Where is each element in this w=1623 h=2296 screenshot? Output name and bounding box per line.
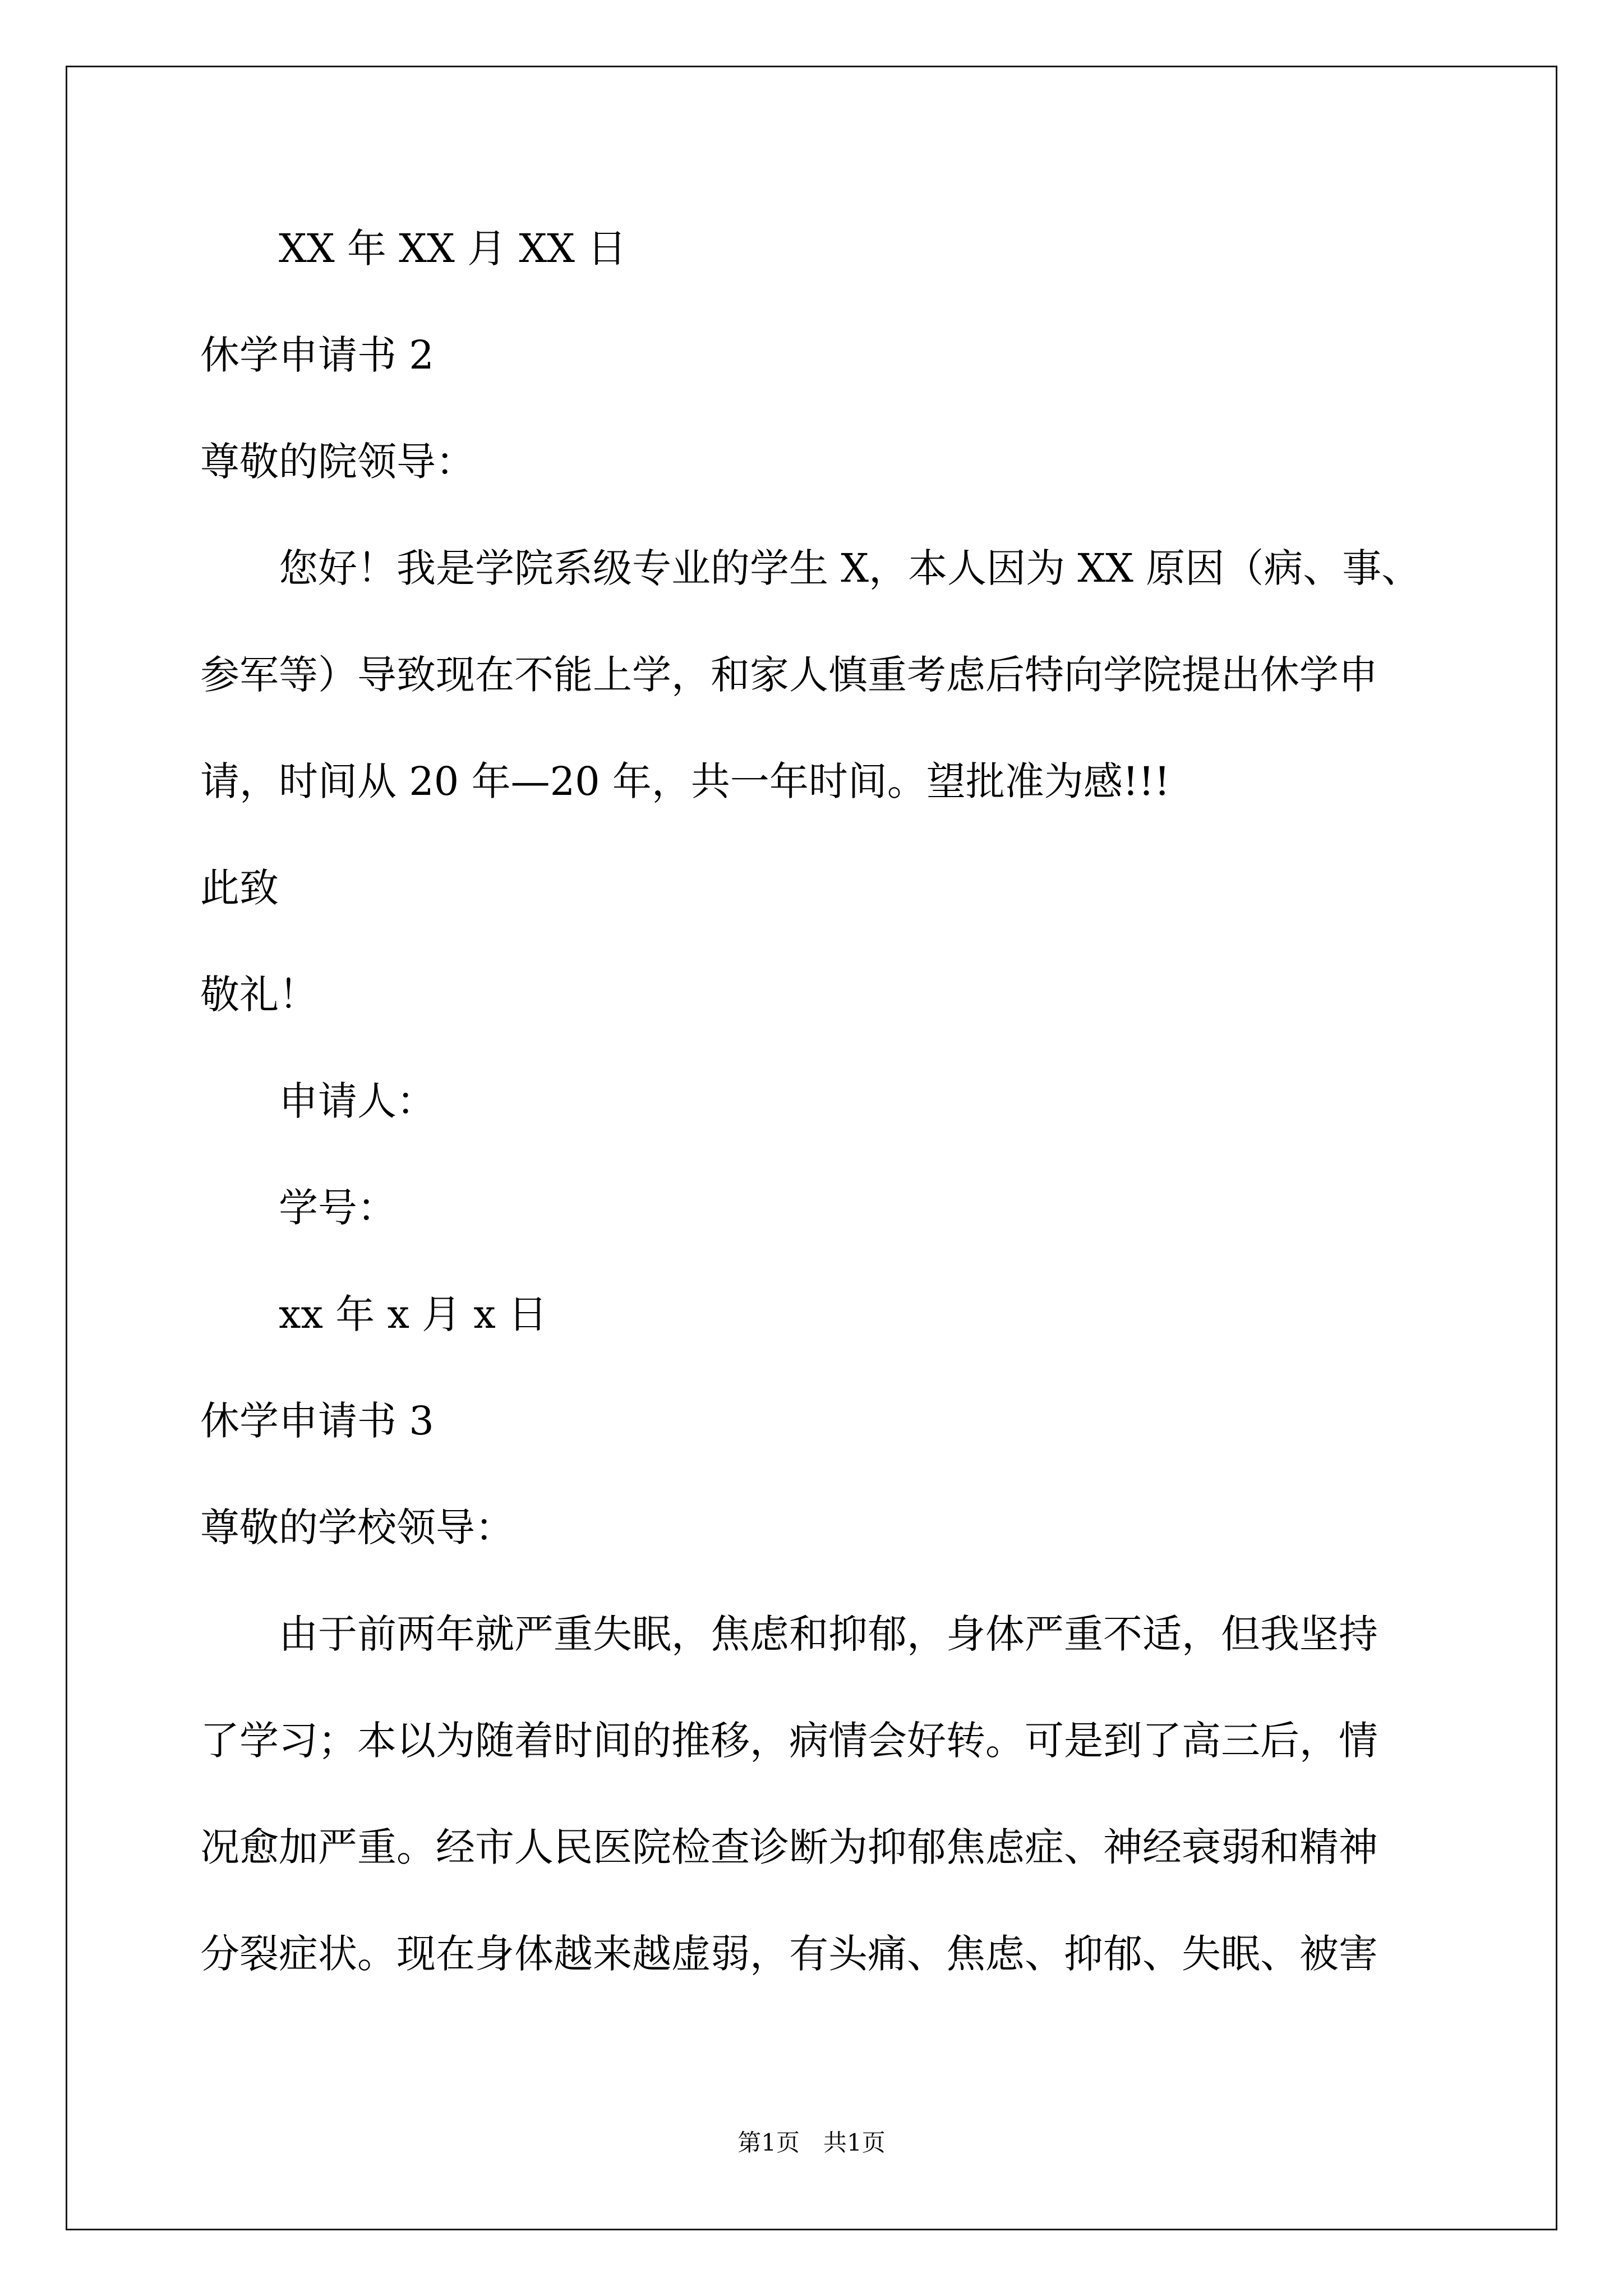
letter3-body-line: 由于前两年就严重失眠，焦虑和抑郁，身体严重不适，但我坚持	[279, 1611, 1378, 1657]
document-body	[200, 195, 1434, 2007]
letter2-applicant-label: 申请人：	[279, 1078, 436, 1124]
letter3-body-line: 了学习；本以为随着时间的推移，病情会好转。可是到了高三后，情	[200, 1718, 1378, 1764]
letter3-title: 休学申请书 3	[200, 1398, 434, 1444]
letter2-body-line: 参军等）导致现在不能上学，和家人慎重考虑后特向学院提出休学申	[200, 652, 1378, 698]
letter2-closing-line: 敬礼！	[200, 972, 318, 1018]
page-footer: 第1页 共1页	[737, 2129, 886, 2156]
letter2-body-line: 您好！我是学院系级专业的学生 X，本人因为 XX 原因（病、事、	[279, 545, 1421, 591]
letter3-salutation: 尊敬的学校领导：	[200, 1504, 514, 1550]
letter3-body-line: 况愈加严重。经市人民医院检查诊断为抑郁焦虑症、神经衰弱和精神	[200, 1824, 1378, 1870]
letter2-title: 休学申请书 2	[200, 332, 434, 378]
letter2-date: xx 年 x 月 x 日	[279, 1291, 548, 1337]
letter2-closing-line: 此致	[200, 865, 279, 911]
letter2-salutation: 尊敬的院领导：	[200, 439, 475, 485]
letter3-body-line: 分裂症状。现在身体越来越虚弱，有头痛、焦虑、抑郁、失眠、被害	[200, 1931, 1378, 1977]
top-date: XX 年 XX 月 XX 日	[279, 226, 627, 272]
letter2-body-line: 请，时间从 20 年—20 年，共一年时间。望批准为感!!!	[200, 758, 1170, 804]
letter2-student-id-label: 学号：	[279, 1185, 396, 1231]
